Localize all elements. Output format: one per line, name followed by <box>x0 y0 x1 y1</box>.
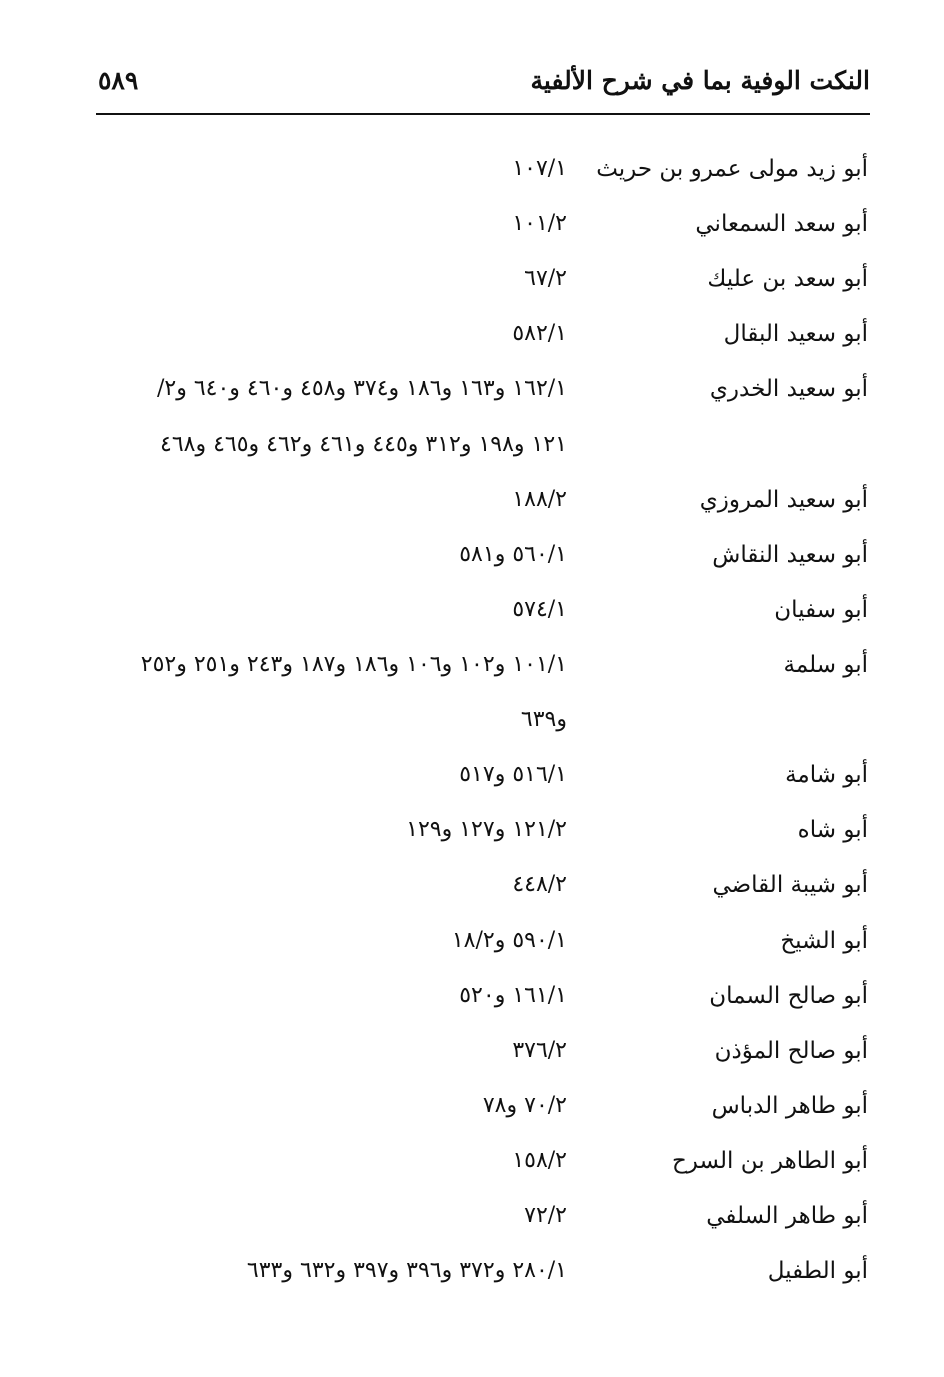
entry-name: أبو الشيخ <box>780 928 868 954</box>
entry-name: أبو صالح المؤذن <box>714 1038 868 1064</box>
entry-refs: ٥١٦/١ و٥١٧ <box>459 762 567 787</box>
entry-refs: ١٦١/١ و٥٢٠ <box>459 983 567 1008</box>
entry-name: أبو سلمة <box>783 652 868 678</box>
index-entry <box>0 266 944 306</box>
entry-name: أبو سعيد النقاش <box>712 542 868 568</box>
entry-refs: ٦٧/٢ <box>524 266 567 291</box>
entry-name: أبو شاه <box>797 817 868 843</box>
entry-refs: ١٠١/٢ <box>512 211 567 236</box>
entry-refs: ٧٢/٢ <box>524 1203 567 1228</box>
entry-name: أبو شامة <box>785 762 868 788</box>
index-entry <box>0 542 944 582</box>
entry-refs: و٦٣٩ <box>520 707 567 732</box>
entry-refs: ٥٨٢/١ <box>512 321 567 346</box>
index-entry-continuation <box>0 707 944 747</box>
index-entry <box>0 156 944 196</box>
entry-name: أبو طاهر الدباس <box>711 1093 868 1119</box>
index-entry <box>0 1038 944 1078</box>
index-entry <box>0 1258 944 1298</box>
entry-refs: ٢٨٠/١ و٣٧٢ و٣٩٦ و٣٩٧ و٦٣٢ و٦٣٣ <box>246 1258 567 1283</box>
entry-refs: ٣٧٦/٢ <box>512 1038 567 1063</box>
index-entry <box>0 487 944 527</box>
entry-refs: ١٢١ و١٩٨ و٣١٢ و٤٤٥ و٤٦١ و٤٦٢ و٤٦٥ و٤٦٨ <box>160 432 567 457</box>
entry-refs: ٥٧٤/١ <box>512 597 567 622</box>
index-entry <box>0 376 944 416</box>
entry-refs: ٥٩٠/١ و١٨/٢ <box>451 928 567 953</box>
entry-refs: ١٠١/١ و١٠٢ و١٠٦ و١٨٦ و١٨٧ و٢٤٣ و٢٥١ و٢٥٢ <box>140 652 567 677</box>
entry-refs: ٥٦٠/١ و٥٨١ <box>459 542 567 567</box>
entry-refs: ١٢١/٢ و١٢٧ و١٢٩ <box>406 817 567 842</box>
entry-name: أبو الطاهر بن السرح <box>671 1148 868 1174</box>
entry-name: أبو سفيان <box>774 597 868 623</box>
entry-name: أبو سعيد المروزي <box>699 487 868 513</box>
index-entry <box>0 762 944 802</box>
entry-name: أبو زيد مولى عمرو بن حريث <box>596 156 868 182</box>
entry-name: أبو سعيد البقال <box>723 321 868 347</box>
entry-refs: ١٨٨/٢ <box>512 487 567 512</box>
index-entry <box>0 928 944 968</box>
entry-name: أبو سعد السمعاني <box>695 211 868 237</box>
index-entry <box>0 211 944 251</box>
index-entry <box>0 983 944 1023</box>
entry-refs: ١٠٧/١ <box>512 156 567 181</box>
index-entry <box>0 652 944 692</box>
entry-name: أبو الطفيل <box>767 1258 868 1284</box>
entry-refs: ٤٤٨/٢ <box>512 872 567 897</box>
index-entry <box>0 1148 944 1188</box>
index-entry <box>0 1203 944 1243</box>
page-number: ٥٨٩ <box>98 66 139 95</box>
entry-name: أبو سعد بن عليك <box>707 266 868 292</box>
index-entry <box>0 1093 944 1133</box>
entry-refs: ٧٠/٢ و٧٨ <box>482 1093 567 1118</box>
entry-refs: ١٥٨/٢ <box>512 1148 567 1173</box>
entry-name: أبو سعيد الخدري <box>709 376 868 402</box>
index-entry-continuation <box>0 432 944 472</box>
entry-name: أبو صالح السمان <box>709 983 868 1009</box>
index-entry <box>0 321 944 361</box>
entry-refs: ١٦٢/١ و١٦٣ و١٨٦ و٣٧٤ و٤٥٨ و٤٦٠ و٦٤٠ و٢/ <box>156 376 567 401</box>
entry-name: أبو شيبة القاضي <box>712 872 868 898</box>
running-title: النكت الوفية بما في شرح الألفية <box>530 66 870 95</box>
entry-name: أبو طاهر السلفي <box>706 1203 868 1229</box>
index-entry <box>0 817 944 857</box>
index-entry <box>0 597 944 637</box>
index-entry <box>0 872 944 912</box>
